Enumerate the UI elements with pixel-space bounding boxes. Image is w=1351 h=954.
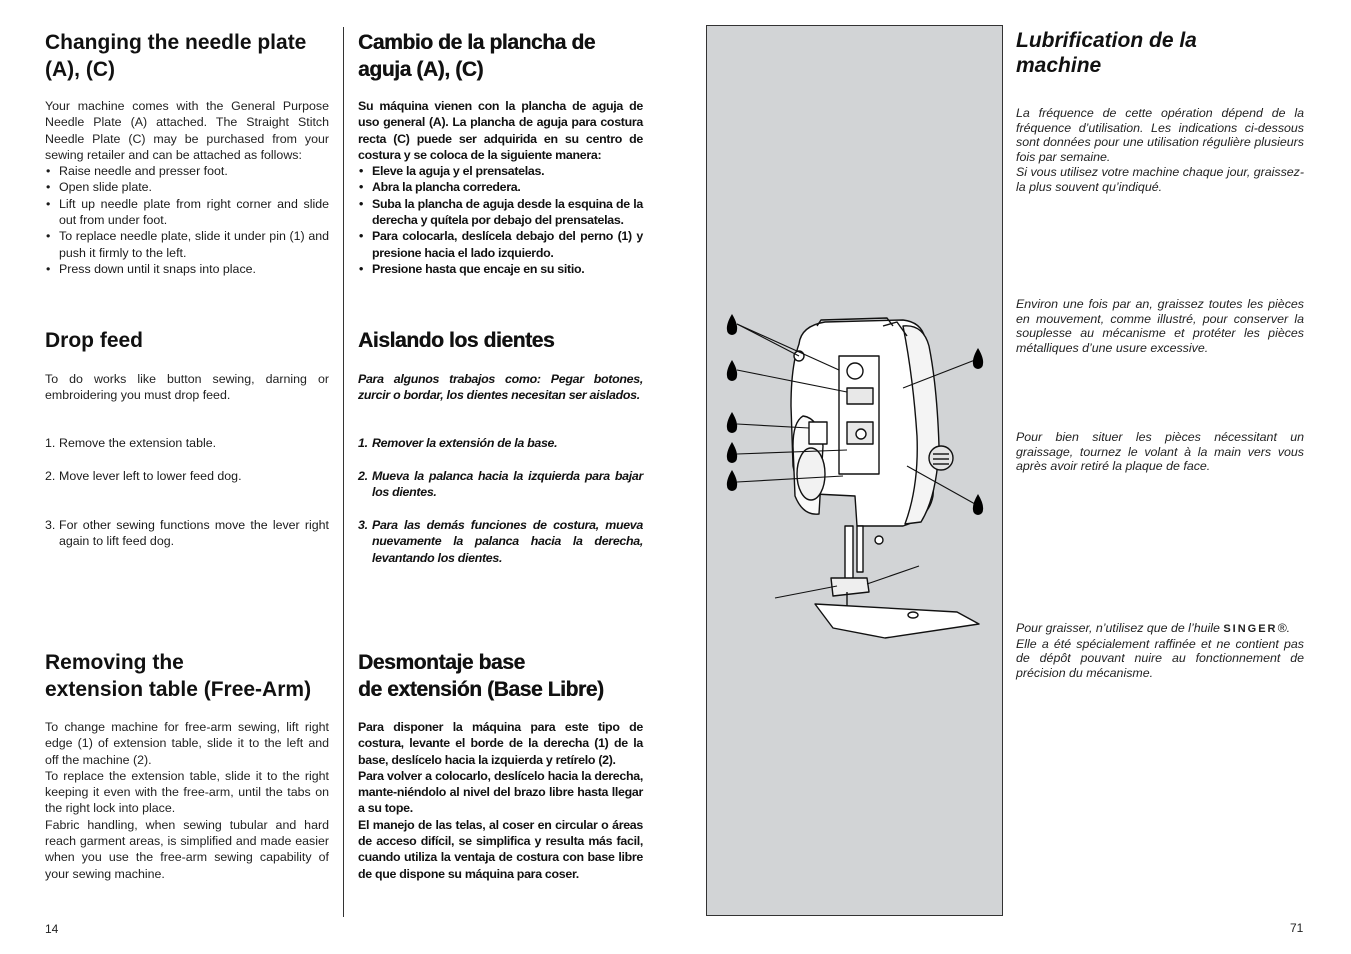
needle-plate-title-es: Cambio de la plancha de aguja (A), (C) [358, 31, 596, 81]
step-number: 1. [358, 436, 368, 450]
list-item: • Eleve la aguja y el prensatelas. [358, 163, 643, 179]
lubrication-title-line1: Lubrification de la [1016, 29, 1197, 52]
paragraph: Para disponer la máquina para este tipo de costura, levante el borde de la derecha (1) de la base, deslícelo hacia la izquierda y retírelo (2). [358, 720, 643, 767]
stitch-knob [929, 446, 953, 470]
needle-plate-section-es [358, 29, 643, 83]
oil-drop-icon [973, 348, 983, 369]
drop-feed-step-2-en [45, 468, 329, 484]
list-item: • Para colocarla, deslícela debajo del perno (1) y presione hacia el lado izquierdo. [358, 228, 643, 261]
presser-foot [831, 578, 869, 596]
paragraph: Fabric handling, when sewing tubular and hard reach garment areas, is simplified and made easier when you use the free-arm sewing capability of your sewing machine. [45, 817, 329, 881]
page-number-right: 71 [1290, 921, 1304, 935]
illustration-panel [706, 25, 1003, 916]
paragraph: La fréquence de cette opération dépend de la fréquence d’utilisation. Les indications ci-dessous sont données pour une utilisation régulière plusieurs fois par semaine. [1016, 106, 1304, 165]
oil-text-after: Elle a été spécialement raffinée et ne contient pas de dépôt pouvant nuire au fonctionnement de précision du mécanisme. [1016, 636, 1304, 681]
step-text: Para las demás funciones de costura, mueva nuevamente la palanca hacia la derecha, levantando los dientes. [372, 518, 643, 565]
list-item: • Presione hasta que encaje en su sitio. [358, 261, 643, 277]
list-item: • Open slide plate. [45, 179, 329, 195]
lubrication-title-line2: machine [1016, 54, 1102, 77]
oil-drop-icon [727, 412, 737, 433]
step-number: 2. [358, 469, 368, 483]
list-item: • To replace needle plate, slide it under pin (1) and push it firmly to the left. [45, 228, 329, 261]
drop-feed-intro-wrap-es [358, 371, 643, 404]
step-number: 3. [45, 518, 56, 532]
needle-plate [815, 604, 979, 638]
needle-plate-intro-en: Your machine comes with the General Purpose Needle Plate (A) attached. The Straight Stitch Needle Plate (C) may be purchased from your sewing retailer and can be attached as follows: [45, 99, 329, 162]
extension-section-es [358, 649, 658, 703]
oil-drop-icon [973, 494, 983, 515]
oil-drop-icon [727, 470, 737, 491]
lubrication-yearly-fr [1016, 297, 1304, 356]
extension-title-line2-es: de extensión (Base Libre) [358, 678, 604, 701]
drop-feed-section-en [45, 327, 329, 354]
sewing-machine-oiling-diagram [707, 26, 1002, 915]
step-text: Mueva la palanca hacia la izquierda para bajar los dientes. [372, 469, 643, 500]
drop-feed-step-2-es [358, 468, 643, 501]
list-item: • Suba la plancha de aguja desde la esquina de la derecha y quítela por debajo del prensatelas. [358, 196, 643, 229]
drop-feed-title-en: Drop feed [45, 329, 144, 352]
step-text: For other sewing functions move the lever right again to lift feed dog. [59, 518, 329, 549]
registered-mark: ®. [1277, 621, 1291, 635]
drop-feed-step-3-es [358, 517, 643, 566]
paragraph: Si vous utilisez votre machine chaque jour, graissez-la plus souvent qu’indiqué. [1016, 164, 1304, 194]
page-number-left: 14 [45, 922, 59, 936]
column-divider [343, 27, 344, 917]
list-item: • Lift up needle plate from right corner and slide out from under foot. [45, 196, 329, 229]
needle-plate-body-en [45, 98, 329, 277]
extension-title-line1-es: Desmontaje base [358, 651, 525, 674]
step-number: 1. [45, 436, 56, 450]
oil-drop-icon [727, 314, 737, 335]
list-item: • Raise needle and presser foot. [45, 163, 329, 179]
extension-title-line2-en: extension table (Free-Arm) [45, 678, 312, 701]
oil-text-before: Pour graisser, n’utilisez que de l’huile [1016, 621, 1224, 635]
paragraph: El manejo de las telas, al coser en circular o áreas de acceso difícil, se simplifica y resulta más facil, cuando utiliza la ventaja de costura con base libre de que dispone su máquina para coser. [358, 817, 643, 881]
paragraph: To change machine for free-arm sewing, lift right edge (1) of extension table, slide it to the left and off the machine (2). [45, 720, 329, 767]
extension-body-es [358, 719, 643, 882]
list-item: • Abra la plancha corredera. [358, 179, 643, 195]
step-number: 3. [358, 518, 368, 532]
drop-feed-intro-es: Para algunos trabajos como: Pegar botones, zurcir o bordar, los dientes necesitan ser aislados. [358, 372, 643, 403]
drop-feed-intro-en: To do works like button sewing, darning or embroidering you must drop feed. [45, 372, 329, 403]
oil-drop-icon [727, 360, 737, 381]
needle-plate-intro-es: Su máquina vienen con la plancha de aguja de uso general (A). La plancha de aguja para costura recta (C) puede ser adquirida en su centro de costura y se coloca de la siguiente manera: [358, 99, 643, 162]
step-text: Remove the extension table. [59, 436, 217, 450]
lubrication-oil-fr [1016, 621, 1304, 681]
drop-feed-intro-wrap-en [45, 371, 329, 404]
step-number: 2. [45, 469, 56, 483]
needle-plate-title-en: Changing the needle plate (A), (C) [45, 31, 307, 81]
paragraph: Environ une fois par an, graissez toutes les pièces en mouvement, comme illustré, pour conserver la souplesse au mécanisme et protéter les pièces métalliques d’une usure excessive. [1016, 297, 1304, 356]
needle-plate-body-es [358, 98, 643, 277]
lubrication-frequency-fr [1016, 106, 1304, 194]
extension-title-line1-en: Removing the [45, 651, 184, 674]
lubrication-handwheel-fr [1016, 430, 1304, 474]
needle-plate-steps-en [45, 163, 329, 277]
paragraph: To replace the extension table, slide it to the right keeping it even with the free-arm, until the tabs on the right lock into place. [45, 768, 329, 816]
step-text: Move lever left to lower feed dog. [59, 469, 242, 483]
paragraph: Pour bien situer les pièces nécessitant un graissage, tournez le volant à la main vers vous après avoir retiré la plaque de face. [1016, 430, 1304, 474]
drop-feed-title-es: Aislando los dientes [358, 329, 555, 352]
drop-feed-step-1-en [45, 435, 329, 451]
list-item: • Press down until it snaps into place. [45, 261, 329, 277]
needle-plate-section-en [45, 29, 329, 83]
extension-section-en [45, 649, 345, 703]
drop-feed-section-es [358, 327, 643, 354]
needle-plate-steps-es [358, 163, 643, 277]
extension-body-en [45, 719, 329, 882]
drop-feed-step-1-es [358, 435, 643, 451]
needle-bar [845, 526, 853, 582]
oil-drop-icon [727, 442, 737, 463]
step-text: Remover la extensión de la base. [372, 436, 558, 450]
drop-feed-step-3-en [45, 517, 329, 550]
paragraph: Para volver a colocarlo, deslícelo hacia la derecha, mante-niéndolo al nivel del brazo libre hasta llegar a su tope. [358, 768, 643, 816]
lubrication-section-fr [1016, 28, 1304, 78]
singer-logo: SINGER [1223, 623, 1278, 635]
paragraph [1016, 621, 1304, 681]
